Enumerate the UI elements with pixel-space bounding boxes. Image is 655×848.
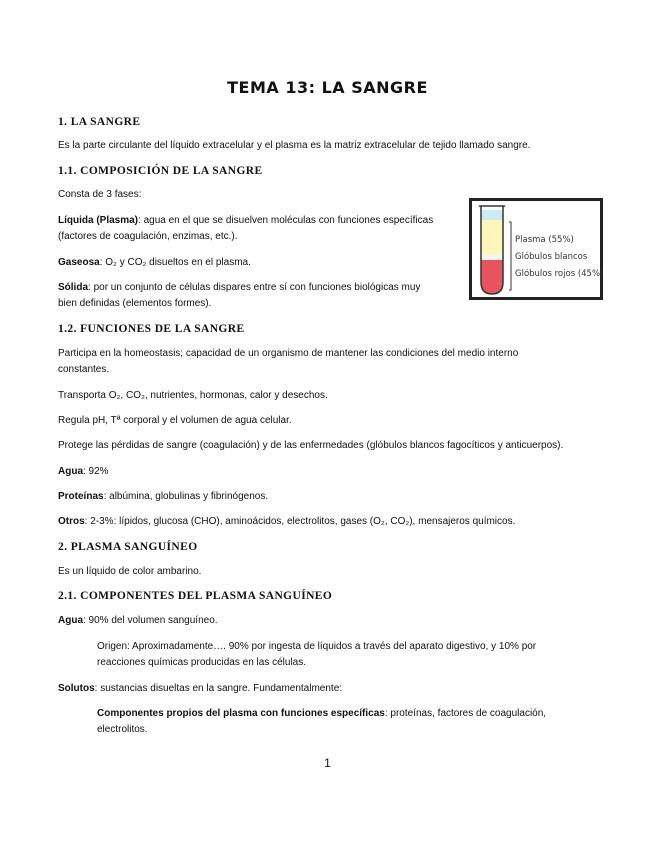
paragraph-componentes-cont: electrolitos.	[97, 724, 148, 735]
paragraph-homeostasis: Participa en la homeostasis; capacidad de un organismo de mantener las condiciones del medio interno	[58, 348, 519, 359]
label-agua-plasma: Agua	[58, 615, 83, 626]
paragraph-componentes-propios: Componentes propios del plasma con funciones específicas: proteínas, factores de coagulación,	[97, 708, 547, 719]
paragraph-definition: Es la parte circulante del líquido extracelular y el plasma es la matriz extracelular de tejido llamado sangre.	[58, 140, 531, 151]
label-red-cells: Glóbulos rojos (45%)	[515, 269, 603, 279]
paragraph-agua-90: Agua: 90% del volumen sanguíneo.	[58, 615, 218, 626]
paragraph-gaseosa: Gaseosa: O₂ y CO₂ disueltos en el plasma.	[58, 257, 251, 268]
label-componentes-propios: Componentes propios del plasma con funciones específicas	[97, 708, 385, 719]
heading-la-sangre: 1. LA SANGRE	[58, 116, 141, 128]
label-liquida: Líquida (Plasma)	[58, 215, 139, 226]
label-gaseosa: Gaseosa	[58, 257, 100, 268]
paragraph-regula: Regula pH, Tª corporal y el volumen de agua celular.	[58, 415, 292, 426]
page-number: 1	[324, 756, 331, 770]
paragraph-solutos: Solutos: sustancias disueltas en la sangre. Fundamentalmente:	[58, 683, 343, 694]
paragraph-ambarino: Es un líquido de color ambarino.	[58, 566, 202, 577]
paragraph-origen: Origen: Aproximadamente…. 90% por ingesta de líquidos a través del aparato digestivo, y 10% por	[97, 641, 537, 652]
label-white-cells: Glóbulos blancos	[515, 252, 588, 262]
tube-top	[481, 210, 503, 220]
paragraph-solida: Sólida: por un conjunto de células dispares entre sí con funciones biológicas muy	[58, 282, 421, 293]
heading-composicion: 1.1. COMPOSICIÓN DE LA SANGRE	[58, 165, 263, 177]
paragraph-protege: Protege las pérdidas de sangre (coagulación) y de las enfermedades (glóbulos blancos fagocíticos y anticuerpos).	[58, 440, 564, 451]
tube-red-cells	[481, 260, 503, 294]
label-plasma: Plasma (55%)	[515, 235, 574, 245]
label-solida: Sólida	[58, 282, 89, 293]
paragraph-homeostasis-cont: constantes.	[58, 364, 110, 375]
blood-tube-figure	[469, 198, 603, 300]
paragraph-liquida-cont: (factores de coagulación, enzimas, etc.).	[58, 231, 238, 242]
paragraph-transporta: Transporta O₂, CO₂, nutrientes, hormonas, calor y desechos.	[58, 390, 328, 401]
paragraph-proteinas: Proteínas: albúmina, globulinas y fibrinógenos.	[58, 491, 269, 502]
heading-plasma: 2. PLASMA SANGUÍNEO	[58, 541, 198, 553]
tube-white-cells	[481, 255, 503, 260]
label-agua: Agua	[58, 466, 83, 477]
paragraph-solida-cont: bien definidas (elementos formes).	[58, 298, 212, 309]
paragraph-liquida: Líquida (Plasma): agua en el que se disuelven moléculas con funciones específicas	[58, 215, 434, 226]
paragraph-agua-92: Agua: 92%	[58, 466, 109, 477]
heading-funciones: 1.2. FUNCIONES DE LA SANGRE	[58, 323, 245, 335]
paragraph-origen-cont: reacciones químicas producidas en las células.	[97, 657, 306, 668]
label-solutos: Solutos	[58, 683, 95, 694]
heading-componentes: 2.1. COMPONENTES DEL PLASMA SANGUÍNEO	[58, 590, 333, 602]
paragraph-fases-intro: Consta de 3 fases:	[58, 189, 142, 200]
page-title: TEMA 13: LA SANGRE	[227, 78, 428, 97]
paragraph-otros: Otros: 2-3%: lípidos, glucosa (CHO), aminoácidos, electrolitos, gases (O₂, CO₂), mensajeros químicos.	[58, 516, 516, 527]
label-otros: Otros	[58, 516, 85, 527]
label-proteinas: Proteínas	[58, 491, 104, 502]
